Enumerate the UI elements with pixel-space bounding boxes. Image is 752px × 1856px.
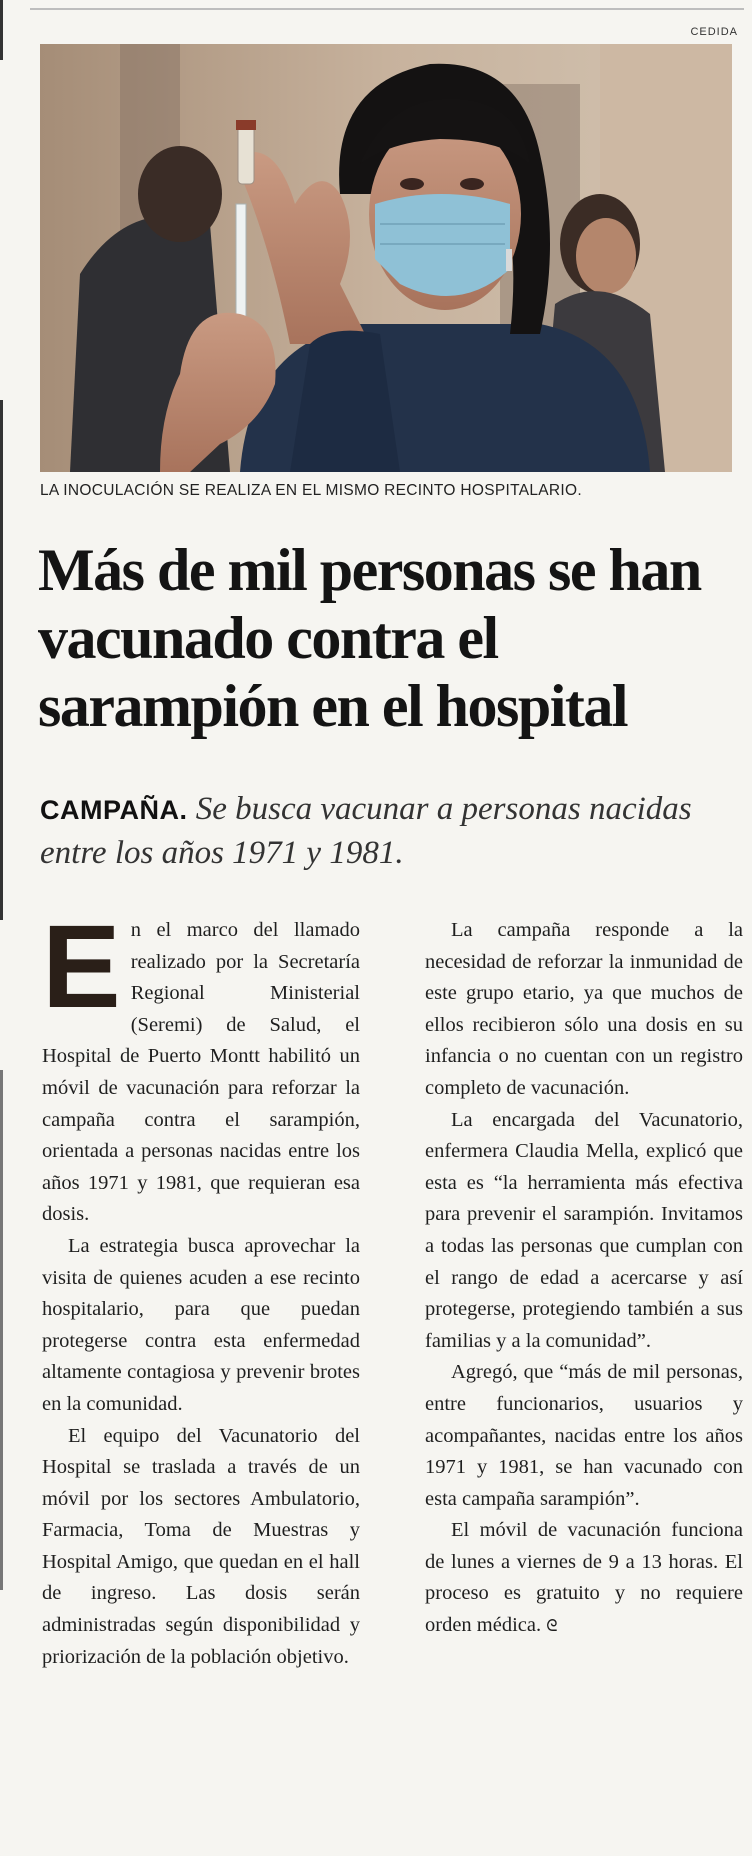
paragraph-text: n el marco del llamado realizado por la Secretaría Regional Ministerial (Seremi) de Salud, el Hospital de Puerto Montt habilitó un móvil de vacunación para reforzar la campaña contra el sarampión, orientada a personas nacidas entre los años 1971 y 1981, que requieran esa dosis. <box>42 919 360 1226</box>
left-edge-line <box>0 400 3 920</box>
drop-cap: E <box>42 901 121 1033</box>
article-paragraph: La encargada del Vacunatorio, enfermera Claudia Mella, explicó que esta es “la herramienta más efectiva para prevenir el sarampión. Invitamos a todas las personas que cumplan con el rango de edad a acercarse y así protegerse, protegiendo también a sus familias y a la comunidad”. <box>425 1108 743 1352</box>
paragraph-text: El móvil de vacunación funciona de lunes a viernes de 9 a 13 horas. El proceso es gratuito y no requiere orden médica. <box>425 1519 743 1637</box>
article-paragraph: La estrategia busca aprovechar la visita de quienes acuden a ese recinto hospitalario, para que puedan protegerse contra esta enfermedad altamente contagiosa y prevenir brotes en la comunidad. <box>42 1234 360 1415</box>
article-paragraph <box>42 901 360 1231</box>
photo-caption: LA INOCULACIÓN SE REALIZA EN EL MISMO RECINTO HOSPITALARIO. <box>40 482 582 499</box>
nurse-vaccine-photo <box>40 44 732 472</box>
article-paragraph: La campaña responde a la necesidad de reforzar la inmunidad de este grupo etario, ya que muchos de ellos recibieron sólo una dosis en su infancia o no cuentan con un registro completo de vacunación. <box>425 919 743 1099</box>
section-kicker: CAMPAÑA. <box>40 795 188 825</box>
deck-text: Se busca vacunar a personas nacidas entre los años 1971 y 1981. <box>40 791 692 871</box>
left-edge-line <box>0 0 3 60</box>
article-deck <box>40 788 740 875</box>
top-rule <box>30 8 744 10</box>
article-column-right <box>425 915 743 1642</box>
article-paragraph: Agregó, que “más de mil personas, entre funcionarios, usuarios y acompañantes, nacidas entre los años 1971 y 1981, se han vacunado con esta campaña sarampión”. <box>425 1361 743 1510</box>
end-of-article-icon: ᘓ <box>546 1616 558 1636</box>
article-photo <box>40 44 732 472</box>
photo-credit: CEDIDA <box>690 26 738 38</box>
article-headline: Más de mil personas se han vacunado contra el sarampión en el hospital <box>38 537 701 739</box>
article-column-left <box>42 901 360 1673</box>
left-edge-line <box>0 1070 3 1590</box>
article-paragraph <box>425 1515 743 1641</box>
article-paragraph: El equipo del Vacunatorio del Hospital se traslada a través de un móvil por los sectores Ambulatorio, Farmacia, Toma de Muestras y Hospital Amigo, que quedan en el hall de ingreso. Las dosis serán administradas según disponibilidad y priorización de la población objetivo. <box>42 1424 360 1668</box>
